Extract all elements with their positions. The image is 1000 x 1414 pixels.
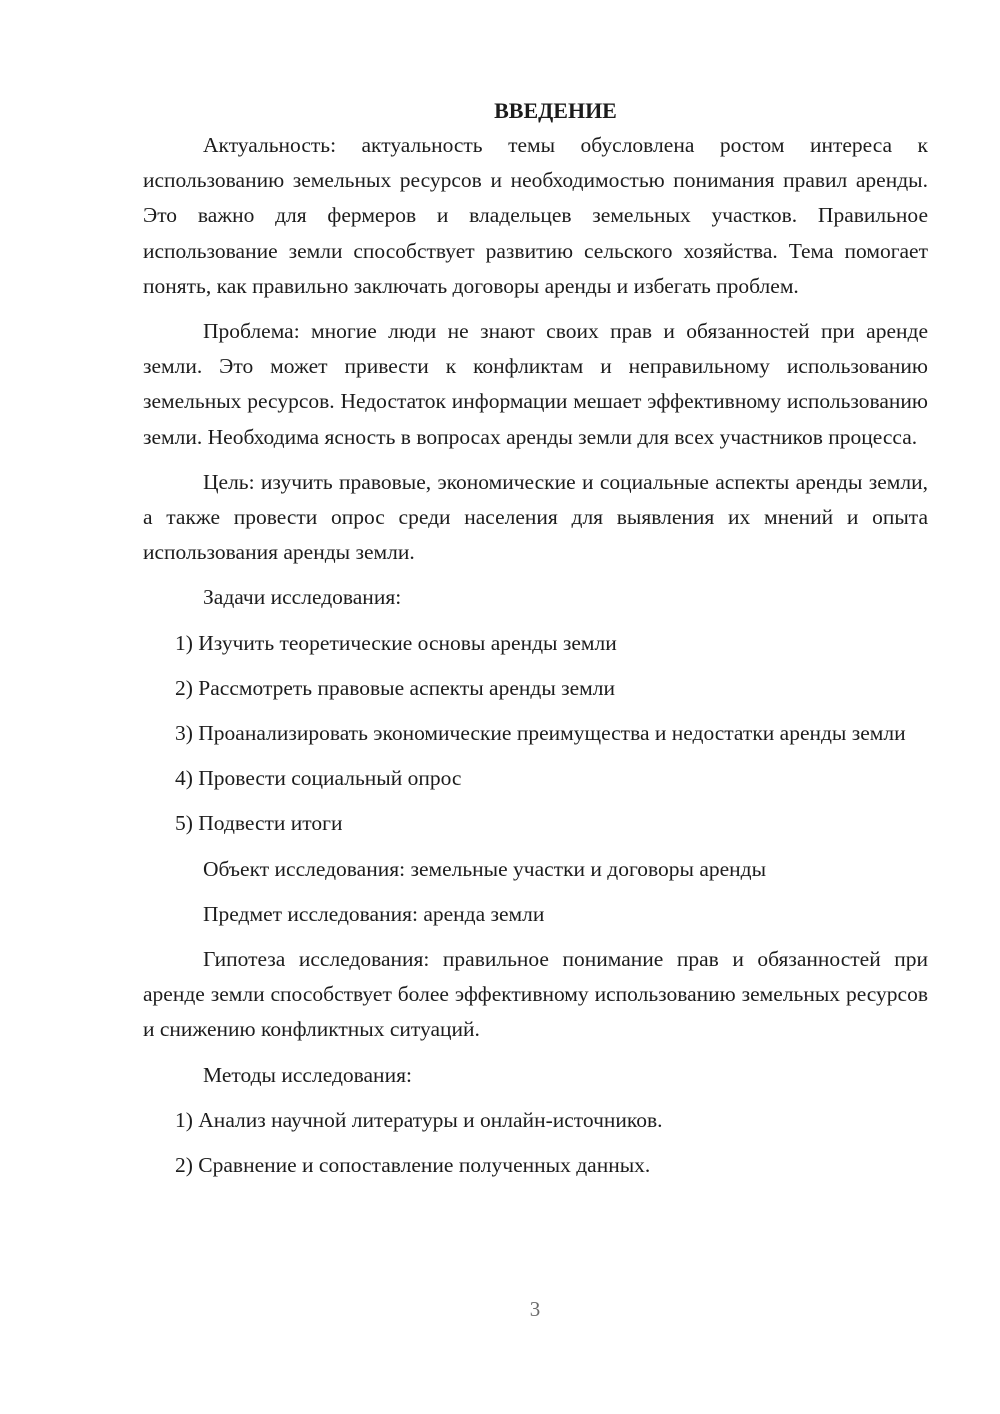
page-number: 3 <box>529 1297 541 1321</box>
hypothesis-paragraph: Гипотеза исследования: правильное понимание прав и обязанностей при аренде земли способствует более эффективному использованию земельных ресурсов и снижению конфликтных ситуаций. <box>143 947 928 1042</box>
method-item: 2) Сравнение и сопоставление полученных данных. <box>175 1153 651 1178</box>
goal-paragraph: Цель: изучить правовые, экономические и социальные аспекты аренды земли, а также провести опрос среди населения для выявления их мнений и опыта использования аренды земли. <box>143 469 928 565</box>
subject-paragraph: Предмет исследования: аренда земли <box>203 901 545 926</box>
tasks-heading: Задачи исследования: <box>203 585 402 610</box>
method-item: 1) Анализ научной литературы и онлайн-источников. <box>175 1107 663 1132</box>
task-item: 1) Изучить теоретические основы аренды земли <box>175 630 617 655</box>
task-item: 3) Проанализировать экономические преимущества и недостатки аренды земли <box>175 721 906 746</box>
task-item: 2) Рассмотреть правовые аспекты аренды земли <box>175 675 616 700</box>
task-item: 4) Провести социальный опрос <box>175 766 462 791</box>
document-page <box>143 94 928 1183</box>
page-title: ВВЕДЕНИЕ <box>494 98 617 123</box>
object-paragraph: Объект исследования: земельные участки и договоры аренды <box>203 856 767 881</box>
task-item: 5) Подвести итоги <box>175 811 343 836</box>
relevance-paragraph: Актуальность: актуальность темы обусловлена ростом интереса к использованию земельных ресурсов и необходимостью понимания правил аренды. Это важно для фермеров и владельцев земельных участков. Правильное использование земли способствует развитию сельского хозяйства. Тема помогает понять, как правильно заключать договоры аренды и избегать проблем. <box>143 133 928 298</box>
problem-paragraph: Проблема: многие люди не знают своих прав и обязанностей при аренде земли. Это может привести к конфликтам и неправильному использованию земельных ресурсов. Недостаток информации мешает эффективному использованию земли. Необходима ясность в вопросах аренды земли для всех участников процесса. <box>143 319 928 449</box>
methods-heading: Методы исследования: <box>203 1062 412 1087</box>
